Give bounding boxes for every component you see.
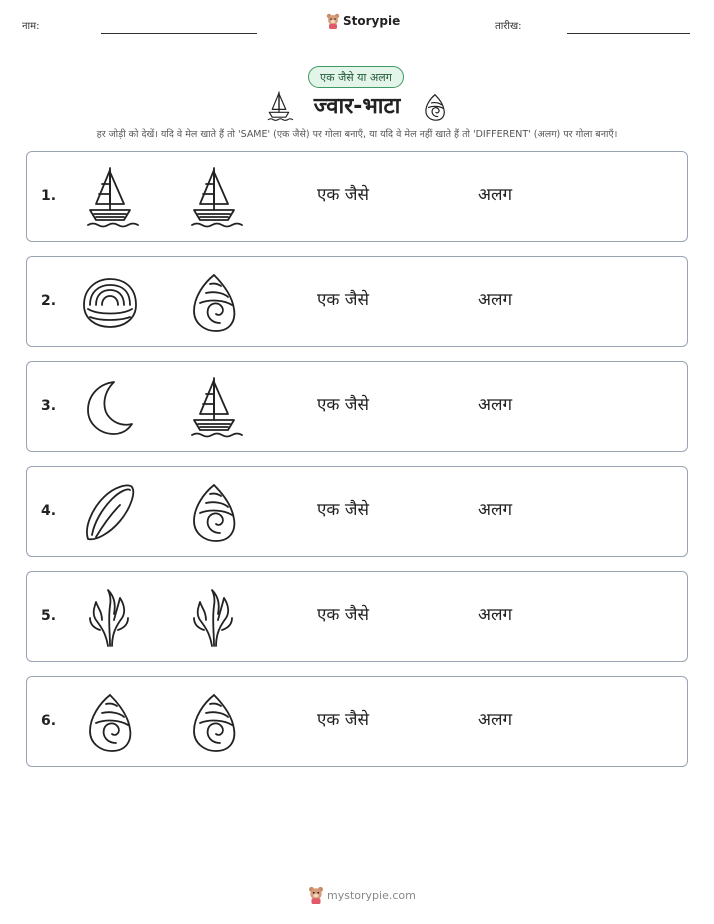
- pair-row-6: [26, 676, 688, 767]
- different-option[interactable]: अलग: [478, 290, 513, 310]
- row-number: 2.: [41, 293, 57, 309]
- seaweed-icon: [184, 584, 244, 650]
- seashell-icon: [421, 92, 449, 122]
- sailboat-icon: [184, 164, 244, 230]
- name-label: नाम:: [22, 21, 40, 32]
- date-label: तारीख:: [495, 21, 522, 32]
- snail-shell-icon: [80, 689, 140, 755]
- footer: [308, 886, 416, 904]
- same-option[interactable]: एक जैसे: [317, 605, 369, 625]
- name-line[interactable]: [101, 33, 257, 34]
- different-option[interactable]: अलग: [478, 605, 513, 625]
- pair-row-2: [26, 256, 688, 347]
- footer-url[interactable]: mystorypie.com: [327, 888, 416, 902]
- brand-name: Storypie: [343, 14, 401, 28]
- row-number: 5.: [41, 608, 57, 624]
- mussel-icon: [80, 479, 140, 545]
- row-number: 6.: [41, 713, 57, 729]
- bear-mascot-icon: [308, 886, 324, 904]
- bear-mascot-icon: [326, 13, 340, 29]
- clam-icon: [80, 269, 140, 335]
- sailboat-icon: [184, 374, 244, 440]
- same-option[interactable]: एक जैसे: [317, 395, 369, 415]
- seaweed-icon: [80, 584, 140, 650]
- page-title: ज्वार-भाटा: [313, 94, 401, 119]
- different-option[interactable]: अलग: [478, 710, 513, 730]
- pair-row-5: [26, 571, 688, 662]
- brand-logo: [326, 13, 400, 29]
- different-option[interactable]: अलग: [478, 395, 513, 415]
- same-option[interactable]: एक जैसे: [317, 500, 369, 520]
- snail-shell-icon: [184, 689, 244, 755]
- pair-row-4: [26, 466, 688, 557]
- different-option[interactable]: अलग: [478, 185, 513, 205]
- same-option[interactable]: एक जैसे: [317, 710, 369, 730]
- sailboat-icon: [80, 164, 140, 230]
- same-option[interactable]: एक जैसे: [317, 185, 369, 205]
- pair-row-1: [26, 151, 688, 242]
- crescent-moon-icon: [80, 374, 140, 440]
- row-number: 3.: [41, 398, 57, 414]
- instructions: हर जोड़ी को देखें। यदि वे मेल खाते हैं तो 'SAME' (एक जैसे) पर गोला बनाएँ, या यदि वे मेल नहीं खाते हैं तो 'DIFFERENT' (अलग) पर गोला बनाएँ।: [96, 129, 618, 140]
- snail-shell-icon: [184, 479, 244, 545]
- row-number: 1.: [41, 188, 57, 204]
- different-option[interactable]: अलग: [478, 500, 513, 520]
- pair-row-3: [26, 361, 688, 452]
- row-number: 4.: [41, 503, 57, 519]
- snail-shell-icon: [184, 269, 244, 335]
- worksheet-type-badge: एक जैसे या अलग: [308, 66, 404, 88]
- same-option[interactable]: एक जैसे: [317, 290, 369, 310]
- date-line[interactable]: [567, 33, 690, 34]
